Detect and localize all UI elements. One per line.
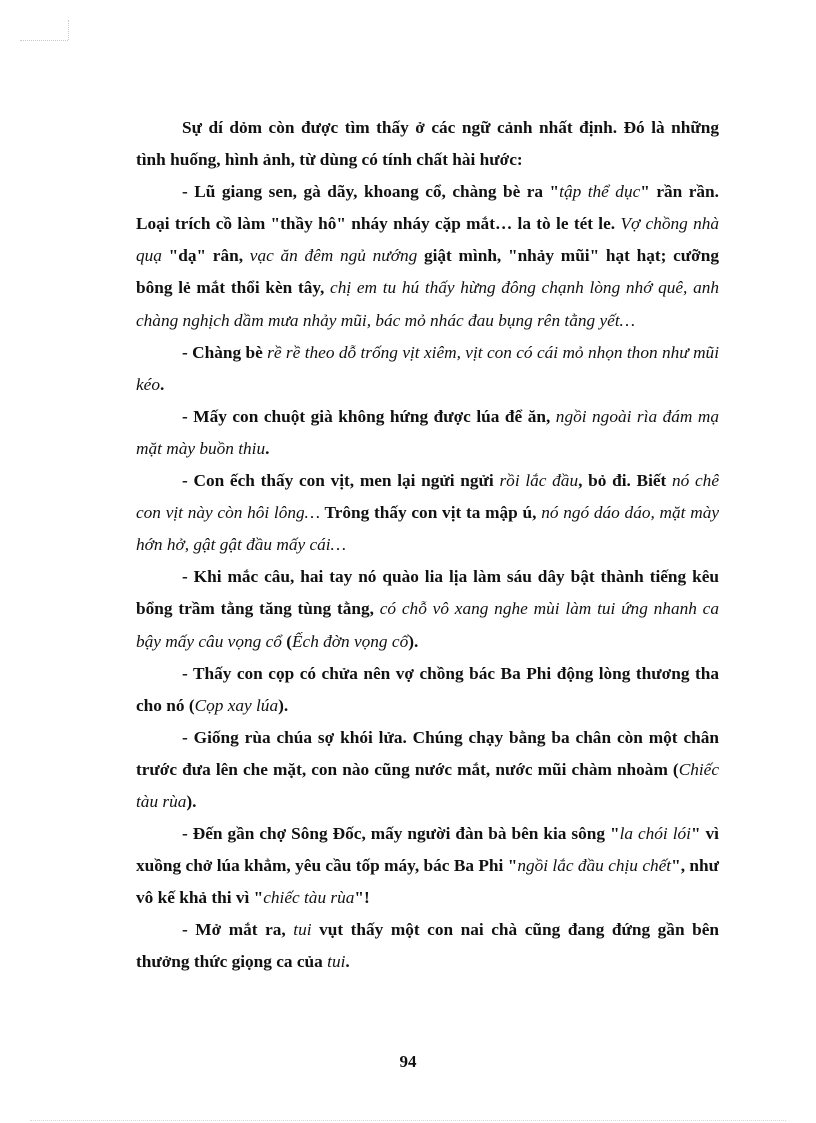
italic-text: chị em tu hú thấy hừng đông chạnh lòng nhớ quê, anh chàng nghịch dầm mưa nhảy mũi, bác mỏ nhác đau bụng rên tằng yết… [136, 278, 719, 330]
paragraph [136, 818, 719, 914]
paragraph [136, 658, 719, 722]
text-run: - Đến gần chợ Sông Đốc, mấy người đàn bà bên kia sông " [182, 824, 620, 844]
text-run: "! [354, 888, 370, 908]
page-number: 94 [399, 1052, 417, 1071]
text-run: , bỏ đi. Biết [578, 471, 673, 491]
text-run: ). [408, 631, 419, 651]
text-run: - Lũ giang sen, gà dãy, khoang cổ, chàng bè ra " [182, 182, 560, 202]
italic-text: rồi lắc đầu [499, 471, 579, 491]
text-run: - Giống rùa chúa sợ khói lửa. Chúng chạy bằng ba chân còn một chân trước đưa lên che mặt, con nào cũng nước mắt, nước mũi chàm nhoàm ( [136, 727, 719, 779]
text-run: Trông thấy con vịt ta mập ú, [320, 503, 542, 523]
italic-text: chiếc tàu rùa [263, 888, 355, 908]
italic-text: tập thể dục [559, 182, 641, 202]
text-run: . [265, 438, 270, 458]
italic-text: ngồi ngoài rìa đám mạ mặt mày buồn thiu [136, 406, 719, 458]
text-run: - Thấy con cọp có chửa nên vợ chồng bác Ba Phi động lòng thương tha cho nó ( [136, 663, 719, 715]
italic-text: Chiếc tàu rùa [136, 759, 719, 811]
italic-text: nó ngó dáo dáo, mặt mày hớn hở, gật gật đầu mấy cái… [136, 503, 719, 555]
text-run: ", như vô kế khả thi vì " [136, 856, 719, 908]
text-run: " vì xuồng chở lúa khẳm, yêu cầu tốp máy, bác Ba Phi " [136, 824, 719, 876]
page-bottom-border [30, 1120, 786, 1121]
italic-text: tui [327, 952, 346, 972]
page-frame-mark [68, 20, 69, 40]
italic-text: có chỗ vô xang nghe mùi làm tui ứng nhanh ca bậy mấy câu vọng cổ [136, 599, 719, 651]
text-run: - Chàng bè [182, 342, 268, 362]
text-run: ). [278, 695, 289, 715]
page-frame-mark [20, 40, 68, 41]
italic-text: Vợ chồng nhà quạ [136, 214, 720, 266]
paragraph [136, 465, 719, 561]
italic-text: vạc ăn đêm ngủ nướng [249, 246, 418, 266]
paragraph [136, 176, 719, 336]
paragraph [136, 401, 719, 465]
text-run: giật mình, "nhảy mũi" hạt hạt; cưỡng bông lẻ mắt thổi kèn tây, [136, 246, 720, 298]
text-run: - Mở mắt ra, [182, 920, 294, 940]
paragraph [136, 337, 719, 401]
italic-text: rề rề theo dỗ trống vịt xiêm, vịt con có cái mỏ nhọn thon như mũi kéo [136, 342, 719, 394]
italic-text: ngồi lắc đầu chịu chết [517, 856, 672, 876]
text-run: " rần rần. Loại trích cồ làm "thầy hô" nháy nháy cặp mắt… la tò le tét le. [136, 182, 719, 234]
text-run: "dạ" rân, [161, 246, 250, 266]
paragraph [136, 112, 719, 176]
text-run: . [159, 374, 165, 394]
document-body [136, 112, 719, 979]
text-run: ). [186, 791, 197, 811]
text-run: Sự dí dỏm còn được tìm thấy ở các ngữ cảnh nhất định. Đó là những tình huống, hình ảnh, từ dùng có tính chất hài hước: [136, 118, 719, 170]
italic-text: Ếch đờn vọng cổ [291, 631, 409, 651]
italic-text: Cọp xay lúa [194, 695, 279, 715]
paragraph [136, 914, 719, 978]
text-run: vụt thấy một con nai chà cũng đang đứng gần bên thưởng thức giọng ca của [136, 920, 720, 972]
paragraph [136, 561, 719, 657]
italic-text: la chói lói [619, 824, 691, 844]
paragraph [136, 722, 719, 818]
text-run: ( [281, 631, 292, 651]
text-run: - Khi mắc câu, hai tay nó quào lia lịa làm sáu dây bật thành tiếng kêu bổng trầm tằng tăng tùng tằng, [136, 567, 719, 619]
text-run: . [345, 952, 350, 972]
text-run: - Con ếch thấy con vịt, men lại ngửi ngửi [182, 471, 500, 491]
text-run: - Mấy con chuột già không hứng được lúa để ăn, [182, 406, 556, 426]
italic-text: tui [293, 920, 312, 940]
italic-text: nó chê con vịt này còn hôi lông… [136, 471, 719, 523]
